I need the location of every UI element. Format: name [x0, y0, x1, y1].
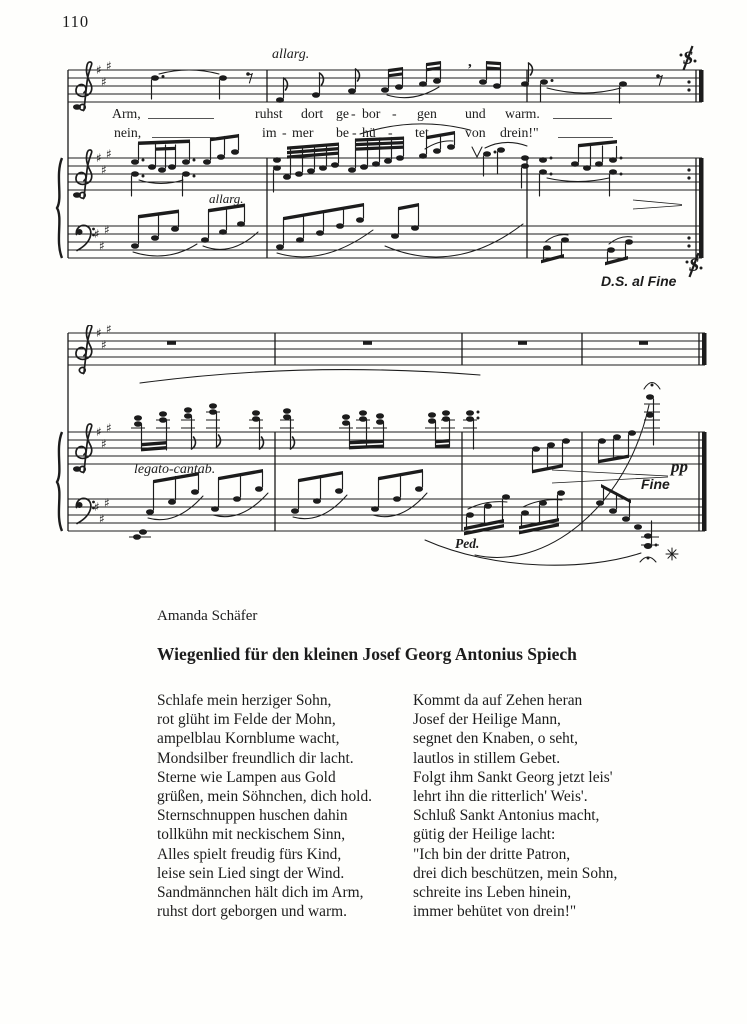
piano-brace	[57, 158, 62, 258]
lyric-hyphen: -	[392, 106, 397, 121]
sharp-icon: ♯	[101, 75, 107, 89]
poem-line: rot glüht im Felde der Mohn,	[157, 711, 336, 729]
lyric-syllable: gen	[417, 106, 437, 121]
fermata-icon	[644, 383, 660, 390]
sharp-icon: ♯	[96, 151, 102, 165]
poem-line: segnet den Knaben, o seht,	[413, 730, 578, 748]
repeat-dots	[687, 80, 690, 247]
poem-line: tollkühn mit neckischem Sinn,	[157, 826, 346, 844]
poem-line: lautlos in stillem Gebet.	[413, 749, 561, 767]
lyric-syllable: warm.	[505, 106, 540, 121]
lyric-syllable: nein,	[114, 125, 142, 140]
sharp-icon: ♯	[106, 147, 112, 161]
segno-icon	[684, 252, 704, 278]
fermata-icon	[640, 557, 656, 563]
lyric-syllable: bor	[362, 106, 381, 121]
poem-line: Schluß Sankt Antonius macht,	[413, 807, 600, 825]
poem-line: grüßen, mein Söhnchen, dich hold.	[157, 788, 373, 806]
lyric-hyphen: -	[351, 106, 356, 121]
poem-line: Schlafe mein herziger Sohn,	[157, 692, 332, 709]
lyric-hyphen: -	[282, 125, 287, 140]
poem-line: Mondsilber freundlich dir lacht.	[157, 749, 354, 767]
bass-clef-icon	[76, 225, 95, 250]
music-system-2	[55, 325, 715, 575]
poem-line: Sternschnuppen huschen dahin	[157, 807, 348, 825]
final-barline	[699, 70, 704, 102]
lyric-hyphen: -	[388, 125, 393, 140]
poem-line: schreite ins Leben hinein,	[413, 884, 572, 902]
sharp-icon: ♯	[96, 63, 102, 77]
piano-brace	[57, 432, 62, 531]
svg-text:S: S	[688, 255, 700, 276]
tempo-marking-piano: allarg.	[209, 191, 244, 206]
whole-rest-icon	[167, 341, 648, 345]
poem-line: ruhst dort geborgen und warm.	[157, 903, 347, 921]
lyric-extender	[553, 118, 612, 119]
sharp-icon: ♯	[96, 425, 102, 439]
sharp-icon: ♯	[101, 163, 107, 177]
sharp-icon: ♯	[99, 239, 105, 253]
sharp-icon: ♯	[94, 227, 100, 241]
lyric-syllable: hü	[362, 125, 376, 140]
key-signature	[94, 325, 112, 526]
poem-line: lehrt ihn die ritterlich' Weis'.	[413, 788, 588, 806]
poem-column-left	[157, 691, 372, 921]
lyric-syllable: Arm,	[112, 106, 141, 121]
lyric-syllable: und	[465, 106, 486, 121]
author-name: Amanda Schäfer	[157, 608, 258, 624]
bow-mark-icon	[472, 147, 482, 157]
lyric-hyphen: -	[352, 125, 357, 140]
staff-lines	[68, 70, 702, 258]
final-barline	[702, 333, 707, 365]
dynamic-marking: pp	[671, 457, 688, 476]
sharp-icon: ♯	[101, 338, 107, 352]
sharp-icon: ♯	[96, 326, 102, 340]
poem-line: Folgt ihm Sankt Georg jetzt leis'	[413, 768, 613, 786]
lyric-extender	[152, 137, 216, 138]
poem-line: Alles spielt freudig fürs Kind,	[157, 845, 342, 863]
sharp-icon: ♯	[106, 59, 112, 73]
tempo-marking: allarg.	[272, 47, 310, 62]
svg-text:S: S	[682, 48, 694, 69]
poem-line: "Ich bin der dritte Patron,	[413, 845, 571, 863]
lyric-extender	[558, 137, 613, 138]
poem-column-right	[413, 691, 617, 921]
poem-line: drei dich beschützen, mein Sohn,	[413, 864, 618, 882]
lyric-syllable: ge	[336, 106, 350, 121]
page-number: 110	[62, 12, 90, 31]
staff-lines	[68, 333, 705, 531]
lyric-syllable: drein!"	[500, 125, 539, 140]
vocal-staff-notes	[73, 54, 662, 110]
poem-line: Kommt da auf Zehen heran	[413, 692, 583, 709]
fine-marking: Fine	[641, 476, 670, 492]
eighth-rest-icon	[656, 74, 662, 85]
lyric-syllable: tet	[415, 125, 429, 140]
sharp-icon: ♯	[104, 223, 110, 237]
poem-line: Sterne wie Lampen aus Gold	[157, 768, 336, 786]
poem-line: gütig der Heilige lacht:	[413, 826, 556, 844]
bass-clef-icon	[76, 498, 95, 523]
poem-line: Sandmännchen hält dich im Arm,	[157, 884, 364, 902]
music-system-1	[55, 50, 715, 300]
poem-line: leise sein Lied singt der Wind.	[157, 864, 345, 882]
ds-al-fine-marking: D.S. al Fine	[601, 273, 677, 289]
sharp-icon: ♯	[106, 421, 112, 435]
lyric-syllable: ruhst	[255, 106, 283, 121]
pedal-release-icon	[666, 548, 678, 560]
poem-line: Josef der Heilige Mann,	[413, 711, 561, 729]
lyric-extender	[148, 118, 214, 119]
sharp-icon: ♯	[106, 325, 112, 336]
segno-icon	[678, 45, 698, 71]
lyric-syllable: dort	[301, 106, 324, 121]
key-signature	[94, 59, 112, 253]
poem-line: immer behütet von drein!"	[413, 903, 577, 921]
sharp-icon: ♯	[99, 512, 105, 526]
piano-bass-notes	[129, 405, 678, 565]
expression-marking: legato-cantab.	[134, 462, 216, 477]
breath-mark-icon: ,	[468, 54, 472, 70]
lyric-syllable: mer	[292, 125, 314, 140]
decrescendo-hairpin	[633, 200, 682, 209]
sharp-icon: ♯	[101, 437, 107, 451]
lyric-syllable: im	[262, 125, 277, 140]
lyric-syllable: be	[336, 125, 350, 140]
song-title: Wiegenlied für den kleinen Josef Georg Antonius Spiech	[157, 644, 577, 664]
poem-line: ampelblau Kornblume wacht,	[157, 730, 340, 748]
pedal-marking: Ped.	[455, 536, 480, 551]
sharp-icon: ♯	[94, 500, 100, 514]
lyric-syllable: von	[465, 125, 486, 140]
sharp-icon: ♯	[104, 496, 110, 510]
